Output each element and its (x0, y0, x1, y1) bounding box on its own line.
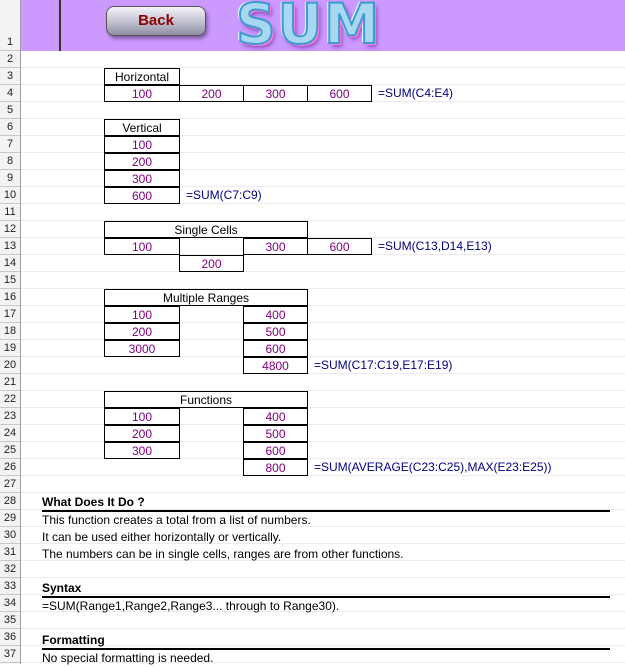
single-cell-e13[interactable]: 300 (243, 238, 308, 255)
description-line-3[interactable]: The numbers can be in single cells, ranges are from other functions. (42, 547, 404, 561)
row-number[interactable]: 6 (0, 119, 20, 136)
formatting-title[interactable]: Formatting (42, 632, 610, 650)
row-number[interactable]: 10 (0, 187, 20, 204)
horizontal-cell-e4[interactable]: 300 (243, 85, 308, 102)
row-number[interactable]: 13 (0, 238, 20, 255)
row-number[interactable]: 28 (0, 493, 20, 510)
sum-title-art: SUM (236, 0, 382, 56)
functions-cell-c23[interactable]: 100 (104, 408, 180, 425)
row-number[interactable]: 33 (0, 578, 20, 595)
row-number[interactable]: 25 (0, 442, 20, 459)
vertical-cell-c10[interactable]: 600 (104, 187, 180, 204)
row-number[interactable]: 11 (0, 204, 20, 221)
vertical-formula[interactable]: =SUM(C7:C9) (186, 188, 262, 202)
row-number[interactable]: 36 (0, 629, 20, 646)
horizontal-cell-c4[interactable]: 100 (104, 85, 180, 102)
multiple-ranges-cell-e20[interactable]: 4800 (243, 357, 308, 374)
single-cell-c13[interactable]: 100 (104, 238, 180, 255)
row-number[interactable]: 34 (0, 595, 20, 612)
row-number[interactable]: 1 (0, 34, 20, 51)
single-cells-header[interactable]: Single Cells (104, 221, 308, 238)
row-number[interactable]: 37 (0, 646, 20, 663)
row-number[interactable]: 2 (0, 51, 20, 68)
functions-formula[interactable]: =SUM(AVERAGE(C23:C25),MAX(E23:E25)) (314, 460, 552, 474)
row-number[interactable]: 3 (0, 68, 20, 85)
syntax-title[interactable]: Syntax (42, 580, 610, 598)
functions-cell-c25[interactable]: 300 (104, 442, 180, 459)
row-number[interactable]: 21 (0, 374, 20, 391)
what-does-it-do-title[interactable]: What Does It Do ? (42, 494, 610, 512)
vertical-cell-c9[interactable]: 300 (104, 170, 180, 187)
row-number[interactable]: 19 (0, 340, 20, 357)
formatting-line[interactable]: No special formatting is needed. (42, 651, 214, 665)
row-number[interactable]: 15 (0, 272, 20, 289)
single-cells-formula[interactable]: =SUM(C13,D14,E13) (378, 239, 492, 253)
description-line-1[interactable]: This function creates a total from a list of numbers. (42, 513, 311, 527)
horizontal-header[interactable]: Horizontal (104, 68, 180, 85)
grid-line (21, 492, 625, 493)
row-number[interactable]: 7 (0, 136, 20, 153)
multiple-ranges-cell-c18[interactable]: 200 (104, 323, 180, 340)
functions-cell-e26[interactable]: 800 (243, 459, 308, 476)
row-number[interactable]: 4 (0, 85, 20, 102)
vertical-cell-c7[interactable]: 100 (104, 136, 180, 153)
grid-line (21, 577, 625, 578)
horizontal-cell-d4[interactable]: 200 (179, 85, 244, 102)
horizontal-cell-f4[interactable]: 600 (307, 85, 372, 102)
functions-cell-c24[interactable]: 200 (104, 425, 180, 442)
row-number[interactable]: 18 (0, 323, 20, 340)
vertical-header[interactable]: Vertical (104, 119, 180, 136)
row-number[interactable]: 23 (0, 408, 20, 425)
syntax-line[interactable]: =SUM(Range1,Range2,Range3... through to Range30). (42, 599, 340, 613)
multiple-ranges-formula[interactable]: =SUM(C17:C19,E17:E19) (314, 358, 453, 372)
description-line-2[interactable]: It can be used either horizontally or vertically. (42, 530, 282, 544)
row-number[interactable]: 24 (0, 425, 20, 442)
grid-line (21, 271, 625, 272)
row-number[interactable]: 20 (0, 357, 20, 374)
row-number[interactable]: 16 (0, 289, 20, 306)
row-number[interactable]: 5 (0, 102, 20, 119)
horizontal-formula[interactable]: =SUM(C4:E4) (378, 86, 454, 100)
row-number[interactable]: 31 (0, 544, 20, 561)
single-cell-d14[interactable]: 200 (179, 255, 244, 272)
vertical-cell-c8[interactable]: 200 (104, 153, 180, 170)
row-number[interactable]: 22 (0, 391, 20, 408)
row-number[interactable]: 14 (0, 255, 20, 272)
banner-divider (59, 0, 61, 51)
row-number[interactable]: 29 (0, 510, 20, 527)
row-number[interactable]: 30 (0, 527, 20, 544)
single-cell-f13[interactable]: 600 (307, 238, 372, 255)
functions-cell-e23[interactable]: 400 (243, 408, 308, 425)
row-number[interactable]: 8 (0, 153, 20, 170)
row-header-column (0, 0, 21, 664)
multiple-ranges-header[interactable]: Multiple Ranges (104, 289, 308, 306)
row-number[interactable]: 12 (0, 221, 20, 238)
grid-line (21, 628, 625, 629)
functions-cell-e24[interactable]: 500 (243, 425, 308, 442)
multiple-ranges-cell-c17[interactable]: 100 (104, 306, 180, 323)
functions-header[interactable]: Functions (104, 391, 308, 408)
row-number[interactable]: 32 (0, 561, 20, 578)
back-button[interactable]: Back (106, 6, 206, 36)
row-number[interactable]: 9 (0, 170, 20, 187)
row-number[interactable]: 27 (0, 476, 20, 493)
functions-cell-e25[interactable]: 600 (243, 442, 308, 459)
row-number[interactable]: 17 (0, 306, 20, 323)
multiple-ranges-cell-e19[interactable]: 600 (243, 340, 308, 357)
multiple-ranges-cell-e17[interactable]: 400 (243, 306, 308, 323)
multiple-ranges-cell-c19[interactable]: 3000 (104, 340, 180, 357)
row-number[interactable]: 26 (0, 459, 20, 476)
row-number[interactable]: 35 (0, 612, 20, 629)
multiple-ranges-cell-e18[interactable]: 500 (243, 323, 308, 340)
